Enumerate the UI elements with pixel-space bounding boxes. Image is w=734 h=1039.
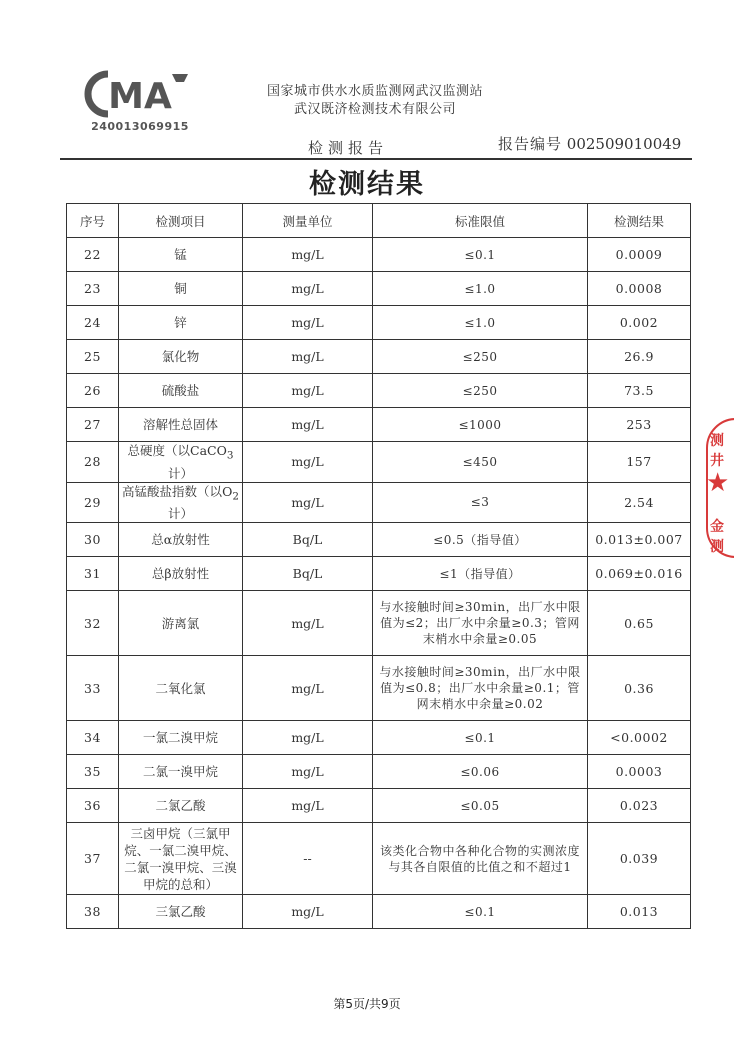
row-limit: ≤0.1 <box>373 895 588 929</box>
table-row <box>67 789 691 823</box>
row-item: 硫酸盐 <box>119 374 243 408</box>
table-row <box>67 340 691 374</box>
row-limit: ≤0.1 <box>373 721 588 755</box>
row-item: 溶解性总固体 <box>119 408 243 442</box>
table-row <box>67 272 691 306</box>
header-divider <box>60 158 692 160</box>
row-item: 游离氯 <box>119 591 243 656</box>
cma-mark-icon <box>84 68 196 120</box>
row-unit: mg/L <box>243 789 373 823</box>
row-unit: mg/L <box>243 442 373 483</box>
row-item: 高锰酸盐指数（以$O_2$计） <box>119 482 243 523</box>
row-limit: ≤250 <box>373 374 588 408</box>
row-limit: ≤0.5（指导值） <box>373 523 588 557</box>
stamp-text-top: 测井 <box>710 433 724 469</box>
row-no: 28 <box>67 442 119 483</box>
row-result: 253 <box>588 408 691 442</box>
org-name-line2: 武汉既济检测技术有限公司 <box>293 102 456 117</box>
ma-logo-text: MA <box>108 76 172 117</box>
row-result: 0.023 <box>588 789 691 823</box>
row-result: 0.069±0.016 <box>588 557 691 591</box>
row-no: 37 <box>67 823 119 895</box>
report-type: 检测报告 <box>308 139 389 157</box>
row-limit: 与水接触时间≥30min，出厂水中限值为≤0.8；出厂水中余量≥0.1；管网末梢水中余量≥0.02 <box>373 656 588 721</box>
row-unit: mg/L <box>243 306 373 340</box>
row-result: 0.36 <box>588 656 691 721</box>
table-row <box>67 374 691 408</box>
table-row <box>67 238 691 272</box>
row-unit: mg/L <box>243 656 373 721</box>
row-no: 24 <box>67 306 119 340</box>
row-item: 总β放射性 <box>119 557 243 591</box>
row-unit: mg/L <box>243 374 373 408</box>
row-item: 氯化物 <box>119 340 243 374</box>
header-result: 检测结果 <box>588 204 691 238</box>
cma-logo <box>84 68 196 138</box>
report-number-label: 报告编号 <box>498 135 563 153</box>
row-limit: ≤1（指导值） <box>373 557 588 591</box>
row-unit: Bq/L <box>243 523 373 557</box>
row-limit: ≤3 <box>373 482 588 523</box>
row-limit: ≤1.0 <box>373 272 588 306</box>
row-unit: -- <box>243 823 373 895</box>
row-no: 31 <box>67 557 119 591</box>
row-no: 32 <box>67 591 119 656</box>
table-row <box>67 656 691 721</box>
row-unit: mg/L <box>243 721 373 755</box>
table-body <box>67 238 691 929</box>
row-unit: mg/L <box>243 340 373 374</box>
row-limit: ≤250 <box>373 340 588 374</box>
row-item: 三卤甲烷（三氯甲烷、一氯二溴甲烷、二氯一溴甲烷、三溴甲烷的总和） <box>119 823 243 895</box>
row-limit: ≤450 <box>373 442 588 483</box>
row-limit: 该类化合物中各种化合物的实测浓度与其各自限值的比值之和不超过1 <box>373 823 588 895</box>
row-no: 34 <box>67 721 119 755</box>
page-title: 检测结果 <box>309 169 425 200</box>
table-row <box>67 557 691 591</box>
row-result: 0.0008 <box>588 272 691 306</box>
row-limit: ≤0.06 <box>373 755 588 789</box>
row-result: 26.9 <box>588 340 691 374</box>
table-row <box>67 895 691 929</box>
table-row <box>67 482 691 523</box>
row-unit: mg/L <box>243 482 373 523</box>
table-row <box>67 442 691 483</box>
row-result: 0.002 <box>588 306 691 340</box>
header-limit: 标准限值 <box>373 204 588 238</box>
row-item: 一氯二溴甲烷 <box>119 721 243 755</box>
row-no: 29 <box>67 482 119 523</box>
row-item: 二氧化氯 <box>119 656 243 721</box>
row-no: 30 <box>67 523 119 557</box>
page-footer: 第5页/共9页 <box>333 997 401 1011</box>
row-result: <0.0002 <box>588 721 691 755</box>
row-unit: mg/L <box>243 591 373 656</box>
row-no: 26 <box>67 374 119 408</box>
report-number-value: 002509010049 <box>566 135 682 153</box>
row-limit: ≤1.0 <box>373 306 588 340</box>
row-result: 0.0009 <box>588 238 691 272</box>
header-unit: 测量单位 <box>243 204 373 238</box>
header-item: 检测项目 <box>119 204 243 238</box>
row-item: 锌 <box>119 306 243 340</box>
row-result: 2.54 <box>588 482 691 523</box>
row-result: 0.65 <box>588 591 691 656</box>
row-no: 27 <box>67 408 119 442</box>
row-unit: mg/L <box>243 408 373 442</box>
row-unit: mg/L <box>243 238 373 272</box>
row-unit: mg/L <box>243 895 373 929</box>
row-no: 38 <box>67 895 119 929</box>
row-unit: mg/L <box>243 272 373 306</box>
row-no: 22 <box>67 238 119 272</box>
table-row <box>67 523 691 557</box>
row-unit: Bq/L <box>243 557 373 591</box>
row-item: 铜 <box>119 272 243 306</box>
red-stamp-seal <box>700 418 734 558</box>
row-result: 73.5 <box>588 374 691 408</box>
row-no: 36 <box>67 789 119 823</box>
org-name-line1: 国家城市供水水质监测网武汉监测站 <box>266 84 483 99</box>
row-limit: ≤1000 <box>373 408 588 442</box>
row-unit: mg/L <box>243 755 373 789</box>
row-item: 总硬度（以CaCO$_3$计） <box>119 442 243 483</box>
cert-number: 240013069915 <box>91 120 189 133</box>
table-row <box>67 306 691 340</box>
row-result: 0.0003 <box>588 755 691 789</box>
row-item: 三氯乙酸 <box>119 895 243 929</box>
row-no: 33 <box>67 656 119 721</box>
row-limit: ≤0.1 <box>373 238 588 272</box>
table-row <box>67 755 691 789</box>
row-no: 23 <box>67 272 119 306</box>
results-table <box>66 203 691 929</box>
row-result: 0.013±0.007 <box>588 523 691 557</box>
table-row <box>67 823 691 895</box>
row-item: 二氯乙酸 <box>119 789 243 823</box>
row-no: 35 <box>67 755 119 789</box>
header-no: 序号 <box>67 204 119 238</box>
row-result: 0.039 <box>588 823 691 895</box>
row-item: 二氯一溴甲烷 <box>119 755 243 789</box>
row-limit: 与水接触时间≥30min，出厂水中限值为≤2；出厂水中余量≥0.3；管网末梢水中余量≥0.05 <box>373 591 588 656</box>
star-icon: ★ <box>706 468 730 498</box>
table-row <box>67 721 691 755</box>
row-result: 157 <box>588 442 691 483</box>
row-item: 锰 <box>119 238 243 272</box>
row-no: 25 <box>67 340 119 374</box>
table-row <box>67 591 691 656</box>
row-limit: ≤0.05 <box>373 789 588 823</box>
stamp-text-bottom: 金测 <box>710 519 724 555</box>
row-result: 0.013 <box>588 895 691 929</box>
row-item: 总α放射性 <box>119 523 243 557</box>
table-header-row <box>67 204 691 238</box>
table-row <box>67 408 691 442</box>
report-number <box>498 133 681 154</box>
